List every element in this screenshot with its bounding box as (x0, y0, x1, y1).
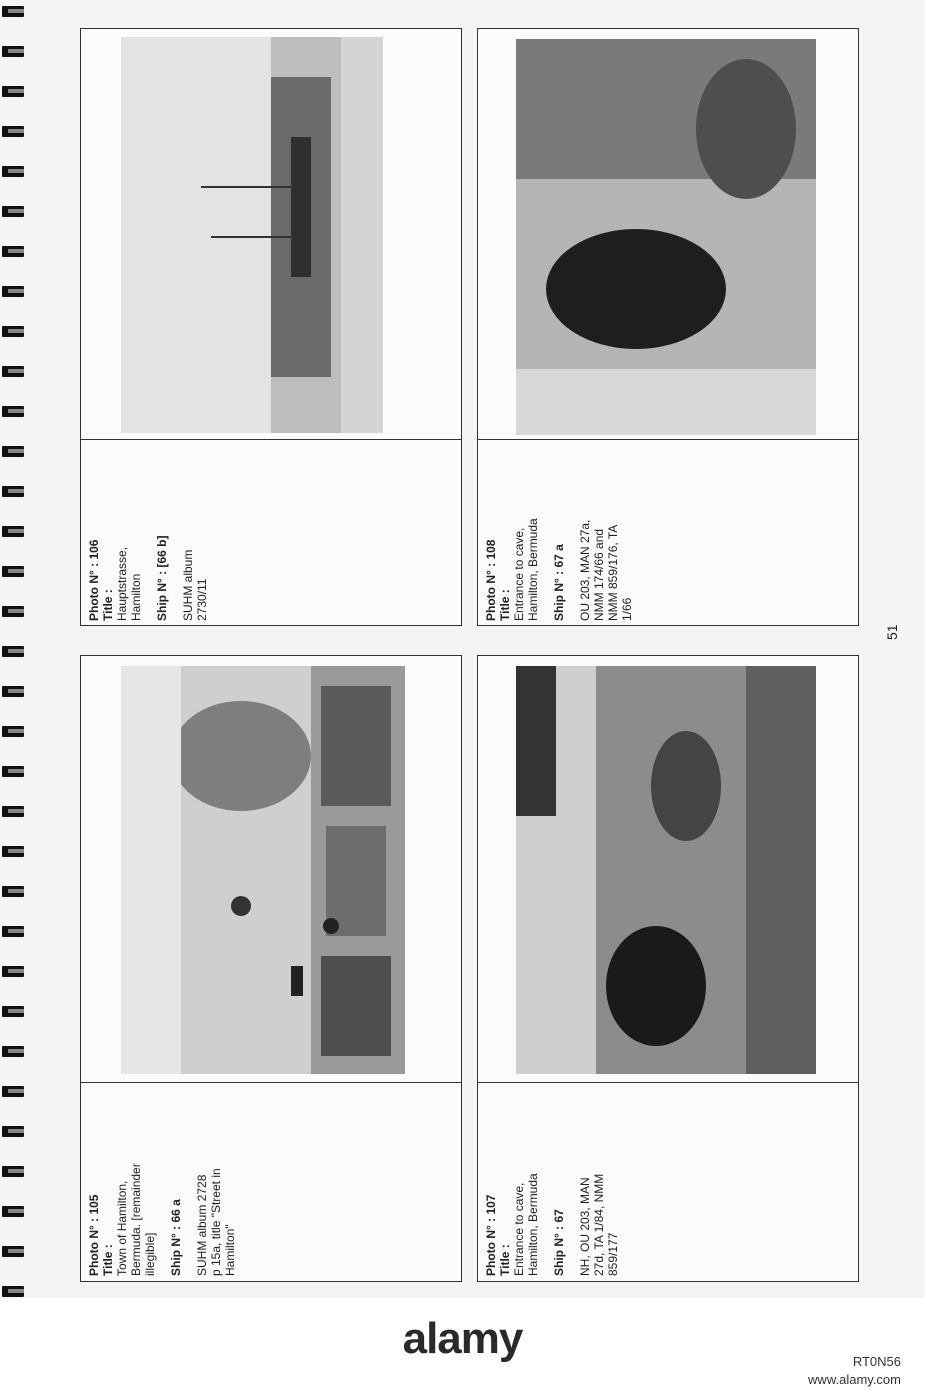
ship-number: Ship N° : 67 a (552, 544, 566, 621)
source-line: OU 203, MAN 27a, (578, 519, 592, 621)
title-label: Title : (498, 589, 512, 621)
binding-ring (2, 886, 24, 897)
photo-card-105 (80, 655, 462, 1282)
photo-number: Photo N° : 106 (87, 539, 101, 621)
binding-ring (2, 766, 24, 777)
title-line: Town of Hamilton, (115, 1180, 129, 1276)
ship-number: Ship N° : 67 (552, 1209, 566, 1276)
binding-ring (2, 526, 24, 537)
stock-id: RT0N56 (852, 1354, 901, 1369)
binding-ring (2, 126, 24, 137)
binding-ring (2, 1086, 24, 1097)
binding-ring (2, 566, 24, 577)
card-divider (81, 439, 461, 440)
title-line: Bermuda. [remainder (129, 1163, 143, 1276)
source-line: SUHM album 2728 (195, 1174, 209, 1276)
photo-street-scene (121, 666, 405, 1074)
photo-number: Photo N° : 108 (484, 539, 498, 621)
card-divider (478, 439, 858, 440)
binding-ring (2, 926, 24, 937)
photo-number: Photo N° : 105 (87, 1194, 101, 1276)
binding-ring (2, 366, 24, 377)
binding-ring (2, 806, 24, 817)
photo-card-108 (477, 28, 859, 626)
source-line: NMM 174/66 and (592, 528, 606, 621)
watermark-brand: alamy (402, 1314, 523, 1363)
card-text (484, 1091, 620, 1276)
card-text (484, 446, 634, 621)
title-line: Entrance to cave, (512, 527, 526, 621)
source-line: NH, OU 203, MAN (578, 1177, 592, 1276)
title-line: Hauptstrasse, (115, 546, 129, 621)
binding-ring (2, 1286, 24, 1297)
source-line: 27d, TA 1/84, NMM (592, 1173, 606, 1276)
binding-ring (2, 1166, 24, 1177)
photo-cave-107 (516, 666, 816, 1074)
photo-number: Photo N° : 107 (484, 1194, 498, 1276)
binding-ring (2, 326, 24, 337)
ship-number: Ship N° : 66 a (169, 1199, 183, 1276)
binding-ring (2, 1246, 24, 1257)
binding-ring (2, 206, 24, 217)
photo-cave-108 (516, 39, 816, 435)
source-line: 1/66 (620, 597, 634, 621)
binding-ring (2, 166, 24, 177)
source-line: SUHM album (181, 549, 195, 621)
photo-card-106 (80, 28, 462, 626)
card-divider (478, 1082, 858, 1083)
binding-ring (2, 966, 24, 977)
binding-ring (2, 606, 24, 617)
title-label: Title : (101, 589, 115, 621)
binding-ring (2, 726, 24, 737)
binding-ring (2, 1006, 24, 1017)
binding-ring (2, 686, 24, 697)
source-line: p 15a, title "Street in (209, 1168, 223, 1276)
binding-ring (2, 6, 24, 17)
binding-ring (2, 46, 24, 57)
binding-ring (2, 1206, 24, 1217)
binding-ring (2, 1126, 24, 1137)
source-line: NMM 859/176, TA (606, 524, 620, 621)
title-label: Title : (101, 1244, 115, 1276)
binding-ring (2, 1046, 24, 1057)
source-line: 2730/11 (195, 578, 209, 621)
binding-ring (2, 846, 24, 857)
binding-ring (2, 86, 24, 97)
photo-harbor (121, 37, 383, 433)
spiral-binding (0, 0, 34, 1298)
title-line: illegible] (143, 1232, 157, 1276)
binding-ring (2, 646, 24, 657)
title-line: Hamilton, Bermuda (526, 518, 540, 621)
source-line: 859/177 (606, 1232, 620, 1276)
binding-ring (2, 286, 24, 297)
ship-number: Ship N° : [66 b] (155, 535, 169, 621)
photo-card-107 (477, 655, 859, 1282)
card-text (87, 1091, 237, 1276)
binding-ring (2, 486, 24, 497)
title-line: Entrance to cave, (512, 1182, 526, 1276)
page-number: 51 (884, 624, 900, 640)
title-line: Hamilton, Bermuda (526, 1173, 540, 1276)
binding-ring (2, 246, 24, 257)
source-line: Hamilton" (223, 1224, 237, 1276)
title-label: Title : (498, 1244, 512, 1276)
card-text (87, 446, 207, 621)
site-url: www.alamy.com (808, 1372, 901, 1387)
title-line: Hamilton (129, 573, 143, 621)
binding-ring (2, 446, 24, 457)
binding-ring (2, 406, 24, 417)
card-divider (81, 1082, 461, 1083)
